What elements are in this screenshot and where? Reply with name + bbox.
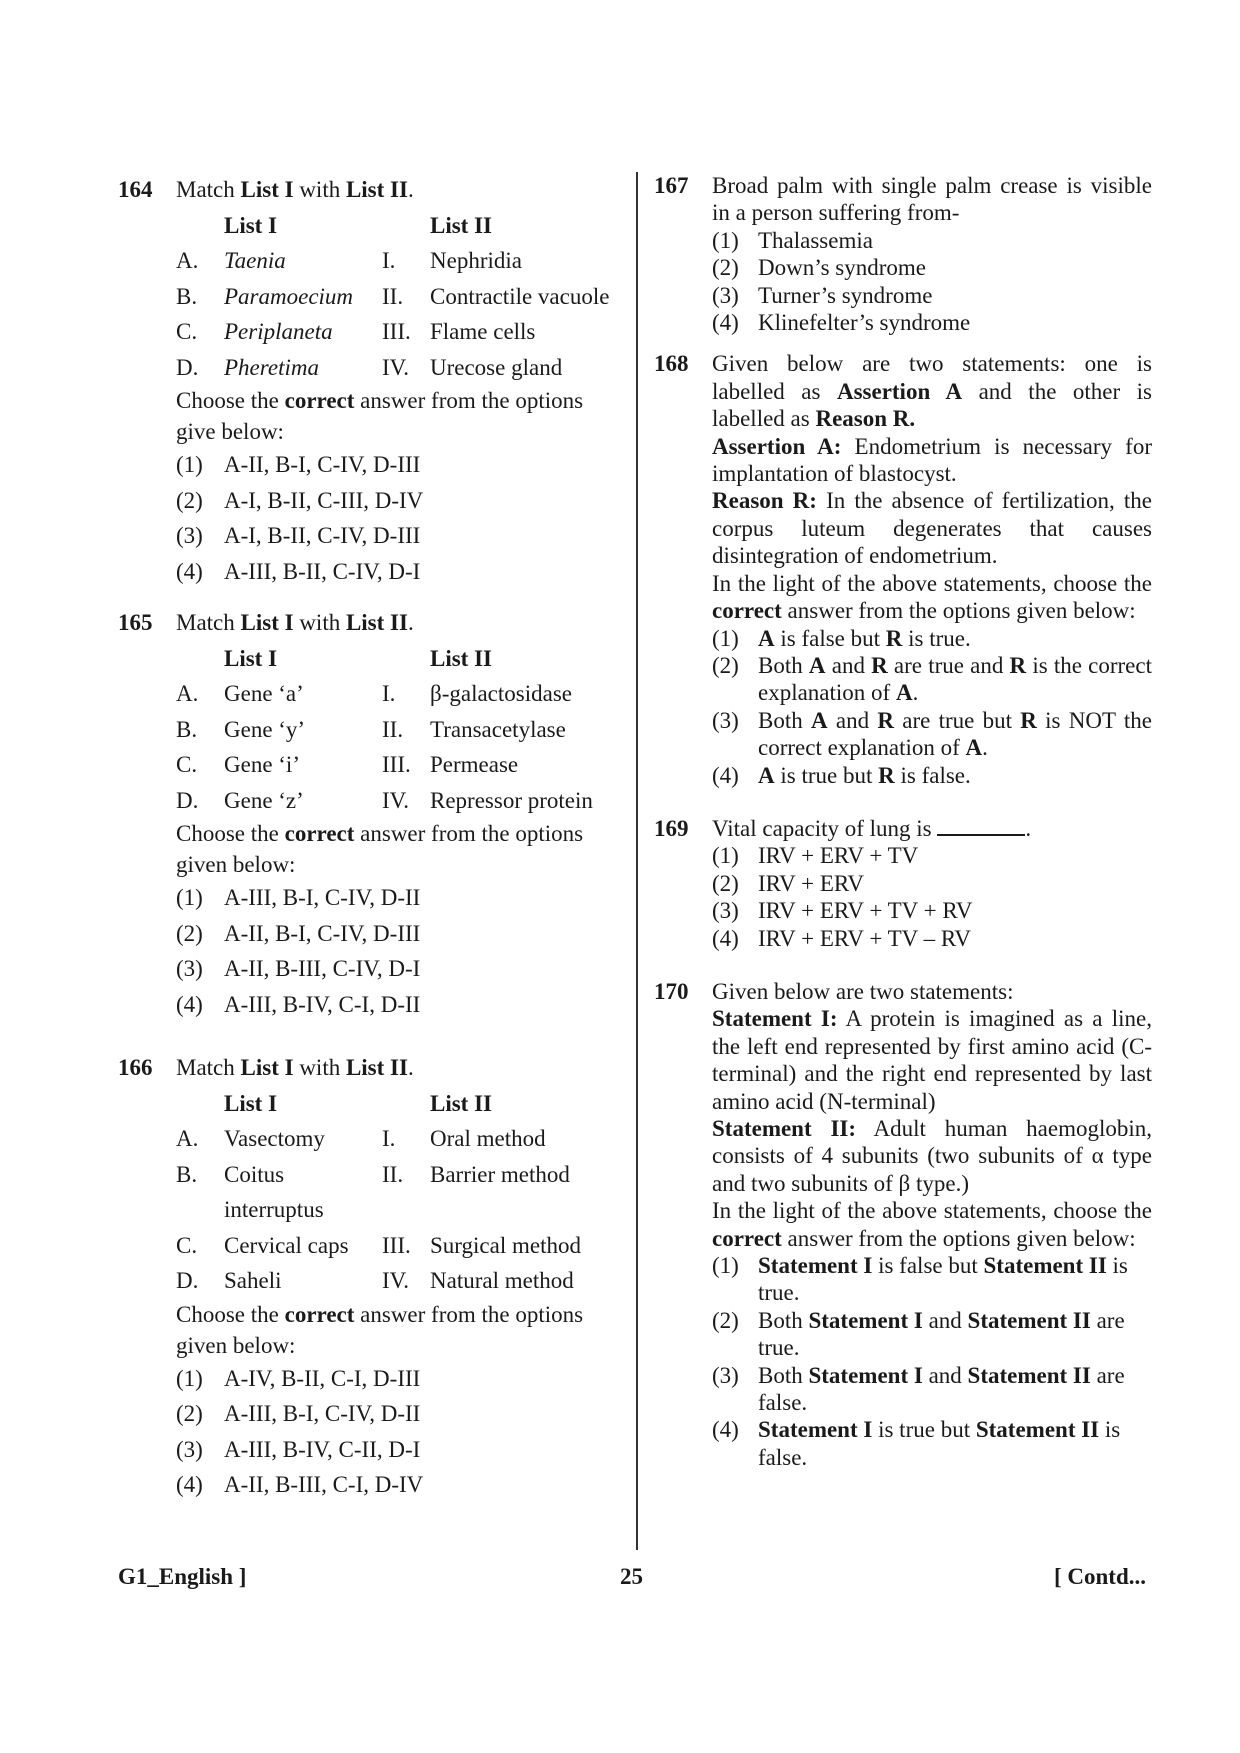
answer-blank [937,816,1025,836]
option-1[interactable]: (1) A-III, B-I, C-IV, D-II [176,885,421,910]
question-number: 164 [118,177,153,202]
question-stem: Vital capacity of lung is . [712,815,1032,841]
question-number: 165 [118,610,153,635]
option-3[interactable]: (3) Both Statement I and Statement II are false. [712,1362,1125,1416]
question-stem: Match List I with List II. [176,177,414,202]
match-row: A. Gene ‘a’ I. β-galactosidase [176,681,572,706]
option-2[interactable]: (2) A-I, B-II, C-III, D-IV [176,487,424,513]
option-1[interactable]: (1) A-II, B-I, C-IV, D-III [176,452,421,477]
list-header: List I List II [224,1090,492,1116]
option-4[interactable]: (4) A is true but R is false. [712,762,971,788]
choose-instruction: Choose the correct answer from the options give below: [176,388,584,444]
question-167 [654,172,1152,336]
choose-instruction: Choose the correct answer from the options given below: [176,1301,584,1358]
option-3[interactable]: (3) IRV + ERV + TV + RV [712,898,973,924]
match-row: B. Paramoecium II. Contractile vacuole [176,283,610,309]
option-1[interactable]: (1) A-IV, B-II, C-I, D-III [176,1365,421,1391]
footer-continued: [ Contd... [1053,1564,1146,1589]
match-row: D. Saheli IV. Natural method [176,1268,574,1293]
match-row: B. Coitus II. Barrier method [176,1161,570,1187]
option-3[interactable]: (3) A-II, B-III, C-IV, D-I [176,956,421,981]
option-2[interactable]: (2) Both A and R are true and R is the correct explanation of A. [712,652,1152,706]
choose-instruction: In the light of the above statements, choose the correct answer from the options given below: [712,1198,1152,1251]
list-header: List I List II [224,645,492,671]
column-divider [636,172,638,1550]
option-1[interactable]: (1) A is false but R is true. [712,625,971,651]
option-2[interactable]: (2) Down’s syndrome [712,255,927,281]
option-3[interactable]: (3) A-I, B-II, C-IV, D-III [176,523,421,548]
list-header: List I List II [224,212,492,238]
statement-2: Statement II: Adult human haemoglobin, consists of 4 subunits (two subunits of α type and two subunits of β type.) [712,1116,1152,1196]
option-4[interactable]: (4) IRV + ERV + TV – RV [712,925,971,951]
assertion: Assertion A: Endometrium is necessary for implantation of blastocyst. [712,433,1153,487]
match-row: interruptus [224,1197,324,1222]
match-row: A. Taenia I. Nephridia [176,248,522,273]
question-166 [118,1050,626,1503]
option-3[interactable]: (3) A-III, B-IV, C-II, D-I [176,1436,421,1462]
question-stem: Given below are two statements: [712,978,1014,1004]
question-169 [654,815,1152,952]
question-stem: Match List I with List II. [176,610,414,635]
option-4[interactable]: (4) A-III, B-II, C-IV, D-I [176,558,421,584]
option-4[interactable]: (4) A-II, B-III, C-I, D-IV [176,1472,424,1497]
match-row: C. Periplaneta III. Flame cells [176,319,536,344]
question-number: 167 [654,173,689,198]
match-row: B. Gene ‘y’ II. Transacetylase [176,716,566,742]
question-stem: Broad palm with single palm crease is visible in a person suffering from- [712,173,1152,226]
option-3[interactable]: (3) Turner’s syndrome [712,282,933,308]
option-4[interactable]: (4) Klinefelter’s syndrome [712,310,971,336]
reason: Reason R: In the absence of fertilization, the corpus luteum degenerates that causes disintegration of endometrium. [712,488,1152,569]
question-165 [118,605,626,1022]
option-2[interactable]: (2) Both Statement I and Statement II are true. [712,1307,1125,1361]
left-column [118,172,626,1503]
option-2[interactable]: (2) IRV + ERV [712,870,864,896]
footer-booklet-code: G1_English ] [118,1564,247,1589]
match-row: C. Cervical caps III. Surgical method [176,1232,581,1258]
option-1[interactable]: (1) IRV + ERV + TV [712,843,919,869]
question-stem: Given below are two statements: one is labelled as Assertion A and the other is labelled as Reason R. [712,351,1152,432]
match-row: D. Gene ‘z’ IV. Repressor protein [176,787,593,813]
question-168 [654,350,1152,789]
question-stem: Match List I with List II. [176,1055,414,1080]
question-170 [654,978,1152,1471]
match-row: C. Gene ‘i’ III. Permease [176,752,519,777]
option-4[interactable]: (4) Statement I is true but Statement II is false. [712,1417,1121,1470]
choose-instruction: Choose the correct answer from the options given below: [176,821,584,877]
option-3[interactable]: (3) Both A and R are true but R is NOT the correct explanation of A. [712,707,1152,761]
match-row: A. Vasectomy I. Oral method [176,1126,546,1151]
choose-instruction: In the light of the above statements, choose the correct answer from the options given below: [712,570,1152,624]
question-164 [118,172,626,589]
question-number: 166 [118,1055,153,1080]
question-number: 170 [654,978,689,1004]
statement-1: Statement I: A protein is imagined as a line, the left end represented by first amino acid (C-terminal) and the right end represented by last amino acid (N-terminal) [712,1006,1152,1114]
option-2[interactable]: (2) A-III, B-I, C-IV, D-II [176,1401,421,1426]
match-row: D. Pheretima IV. Urecose gland [176,354,563,380]
question-number: 168 [654,351,689,377]
option-1[interactable]: (1) Thalassemia [712,227,873,253]
right-column [654,172,1152,1471]
option-4[interactable]: (4) A-III, B-IV, C-I, D-II [176,991,421,1017]
footer-page-number: 25 [620,1564,643,1589]
option-2[interactable]: (2) A-II, B-I, C-IV, D-III [176,920,421,946]
question-number: 169 [654,815,689,841]
option-1[interactable]: (1) Statement I is false but Statement II is true. [712,1253,1128,1306]
